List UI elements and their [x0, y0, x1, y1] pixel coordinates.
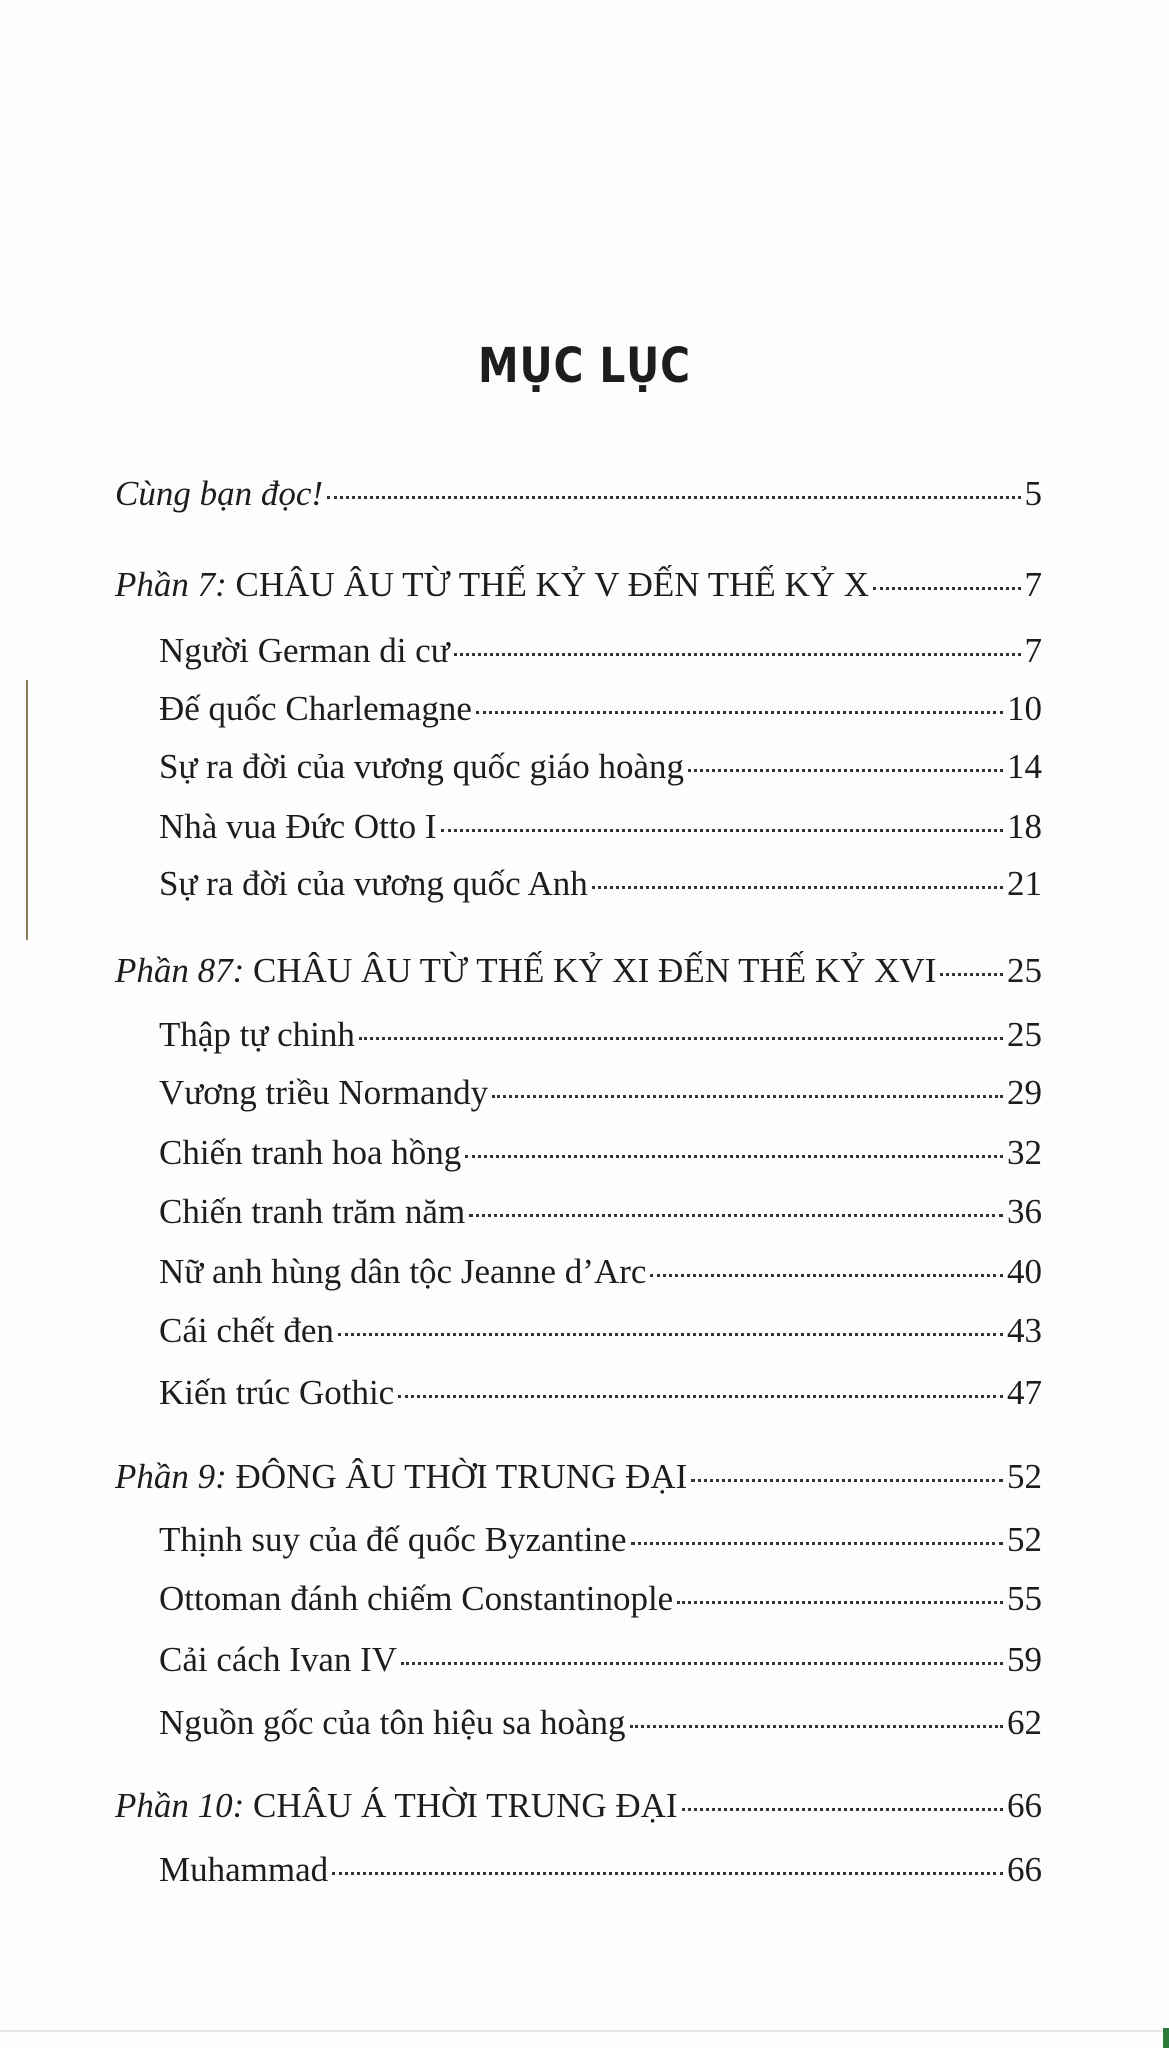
dot-leader	[631, 1542, 1003, 1545]
toc-entry[interactable]	[159, 1703, 1042, 1749]
toc-entry-text: Chiến tranh hoa hồng	[159, 1133, 462, 1172]
toc-page-number: 7	[1024, 565, 1042, 604]
toc-page-number: 29	[1007, 1073, 1042, 1112]
toc-entry[interactable]	[159, 689, 1042, 735]
toc-entry[interactable]	[159, 1252, 1042, 1298]
dot-leader	[359, 1037, 1003, 1040]
page-title: MỤC LỤC	[478, 338, 691, 394]
toc-entry-label	[159, 1073, 488, 1113]
toc-entry-text: Nhà vua Đức Otto I	[159, 807, 437, 846]
dot-leader	[873, 587, 1020, 590]
toc-entry-text: CHÂU ÂU TỪ THẾ KỶ V ĐẾN THẾ KỶ X	[226, 565, 870, 604]
toc-entry[interactable]	[159, 1311, 1042, 1357]
toc-part-prefix: Phần 87:	[115, 951, 245, 990]
dot-leader	[332, 1872, 1003, 1875]
toc-entry-label	[159, 864, 588, 904]
toc-entry[interactable]	[159, 1520, 1042, 1566]
toc-entry-label	[159, 1579, 673, 1619]
dot-leader	[592, 886, 1003, 889]
dot-leader	[650, 1274, 1003, 1277]
toc-entry[interactable]	[159, 1073, 1042, 1119]
dot-leader	[940, 973, 1003, 976]
toc-entry-text: Nữ anh hùng dân tộc Jeanne d’Arc	[159, 1252, 647, 1291]
toc-entry[interactable]	[115, 1786, 1042, 1832]
dot-leader	[492, 1095, 1003, 1098]
toc-entry-text: Muhammad	[159, 1850, 329, 1889]
toc-entry-text: Nguồn gốc của tôn hiệu sa hoàng	[159, 1703, 626, 1742]
green-mark	[1163, 2028, 1169, 2048]
toc-entry-label	[115, 1786, 678, 1826]
dot-leader	[630, 1725, 1003, 1728]
toc-page-number: 25	[1007, 1015, 1042, 1054]
toc-page-number: 36	[1007, 1192, 1042, 1231]
toc-entry-text: Sự ra đời của vương quốc giáo hoàng	[159, 747, 684, 786]
toc-page-number: 59	[1007, 1640, 1042, 1679]
toc-entry-text: Vương triều Normandy	[159, 1073, 489, 1112]
toc-entry-label	[159, 1252, 646, 1292]
toc-entry[interactable]	[159, 1133, 1042, 1179]
toc-entry-label	[159, 1015, 355, 1055]
toc-entry-label	[159, 1850, 328, 1890]
toc-entry[interactable]	[159, 747, 1042, 793]
toc-entry-label	[115, 474, 323, 514]
dot-leader	[398, 1395, 1003, 1398]
toc-entry-text: CHÂU ÂU TỪ THẾ KỶ XI ĐẾN THẾ KỶ XVI	[244, 951, 937, 990]
dot-leader	[476, 711, 1003, 714]
toc-page-number: 18	[1007, 807, 1042, 846]
toc-entry-text: Cái chết đen	[159, 1311, 334, 1350]
toc-entry-label	[159, 1373, 394, 1413]
toc-part-prefix: Phần 9:	[115, 1457, 227, 1496]
page-bottom-edge	[0, 2030, 1169, 2032]
toc-page-number: 7	[1024, 631, 1042, 670]
toc-entry-label	[115, 565, 869, 605]
toc-entry[interactable]	[115, 951, 1042, 997]
toc-page-number: 43	[1007, 1311, 1042, 1350]
toc-entry-text: Sự ra đời của vương quốc Anh	[159, 864, 588, 903]
toc-entry[interactable]	[115, 474, 1042, 520]
toc-page-number: 55	[1007, 1579, 1042, 1618]
toc-entry-text: Thập tự chinh	[159, 1015, 355, 1054]
toc-entry[interactable]	[159, 1850, 1042, 1896]
dot-leader	[682, 1808, 1003, 1811]
toc-entry[interactable]	[115, 1457, 1042, 1503]
toc-entry-text: Người German di cư	[159, 631, 450, 670]
toc-page-number: 10	[1007, 689, 1042, 728]
dot-leader	[338, 1333, 1003, 1336]
dot-leader	[441, 829, 1003, 832]
toc-page-number: 40	[1007, 1252, 1042, 1291]
dot-leader	[469, 1214, 1003, 1217]
toc-entry-label	[159, 1133, 461, 1173]
dot-leader	[401, 1662, 1003, 1665]
toc-page-number: 21	[1007, 864, 1042, 903]
dot-leader	[688, 769, 1003, 772]
toc-entry-text: Thịnh suy của đế quốc Byzantine	[159, 1520, 627, 1559]
toc-page-number: 25	[1007, 951, 1042, 990]
dot-leader	[677, 1601, 1003, 1604]
dot-leader	[691, 1479, 1003, 1482]
toc-entry[interactable]	[159, 807, 1042, 853]
toc-entry[interactable]	[159, 1192, 1042, 1238]
toc-page-number: 66	[1007, 1786, 1042, 1825]
toc-entry-label	[159, 1640, 397, 1680]
toc-part-prefix: Phần 10:	[115, 1786, 245, 1825]
toc-entry-label	[159, 1311, 334, 1351]
toc-page-number: 14	[1007, 747, 1042, 786]
toc-part-prefix: Cùng bạn đọc!	[115, 474, 324, 513]
toc-entry-label	[159, 689, 472, 729]
toc-entry-label	[159, 747, 684, 787]
toc-entry-label	[159, 807, 437, 847]
toc-entry-text: Đế quốc Charlemagne	[159, 689, 472, 728]
dot-leader	[465, 1155, 1003, 1158]
toc-entry[interactable]	[159, 864, 1042, 910]
toc-entry-text: ĐÔNG ÂU THỜI TRUNG ĐẠI	[226, 1457, 688, 1496]
toc-page-number: 32	[1007, 1133, 1042, 1172]
toc-page-number: 66	[1007, 1850, 1042, 1889]
toc-page-number: 47	[1007, 1373, 1042, 1412]
toc-entry-label	[159, 1520, 627, 1560]
dot-leader	[327, 496, 1020, 499]
toc-entry-text: Cải cách Ivan IV	[159, 1640, 398, 1679]
toc-entry[interactable]	[159, 1373, 1042, 1419]
toc-entry-label	[159, 1192, 465, 1232]
page-edge-line	[26, 680, 28, 940]
dot-leader	[454, 653, 1021, 656]
toc-page-number: 62	[1007, 1703, 1042, 1742]
toc-entry[interactable]	[159, 1015, 1042, 1061]
toc-entry-text: Chiến tranh trăm năm	[159, 1192, 466, 1231]
toc-page-number: 52	[1007, 1520, 1042, 1559]
toc-entry-text: Ottoman đánh chiếm Constantinople	[159, 1579, 674, 1618]
toc-page-number: 5	[1024, 474, 1042, 513]
toc-entry-label	[115, 1457, 687, 1497]
toc-entry[interactable]	[159, 1640, 1042, 1686]
toc-entry[interactable]	[115, 565, 1042, 611]
toc-page-number: 52	[1007, 1457, 1042, 1496]
toc-entry-label	[159, 1703, 626, 1743]
toc-part-prefix: Phần 7:	[115, 565, 227, 604]
toc-entry-label	[159, 631, 450, 671]
toc-entry-text: Kiến trúc Gothic	[159, 1373, 395, 1412]
toc-entry[interactable]	[159, 1579, 1042, 1625]
toc-entry-text: CHÂU Á THỜI TRUNG ĐẠI	[244, 1786, 678, 1825]
toc-entry[interactable]	[159, 631, 1042, 677]
toc-entry-label	[115, 951, 936, 991]
